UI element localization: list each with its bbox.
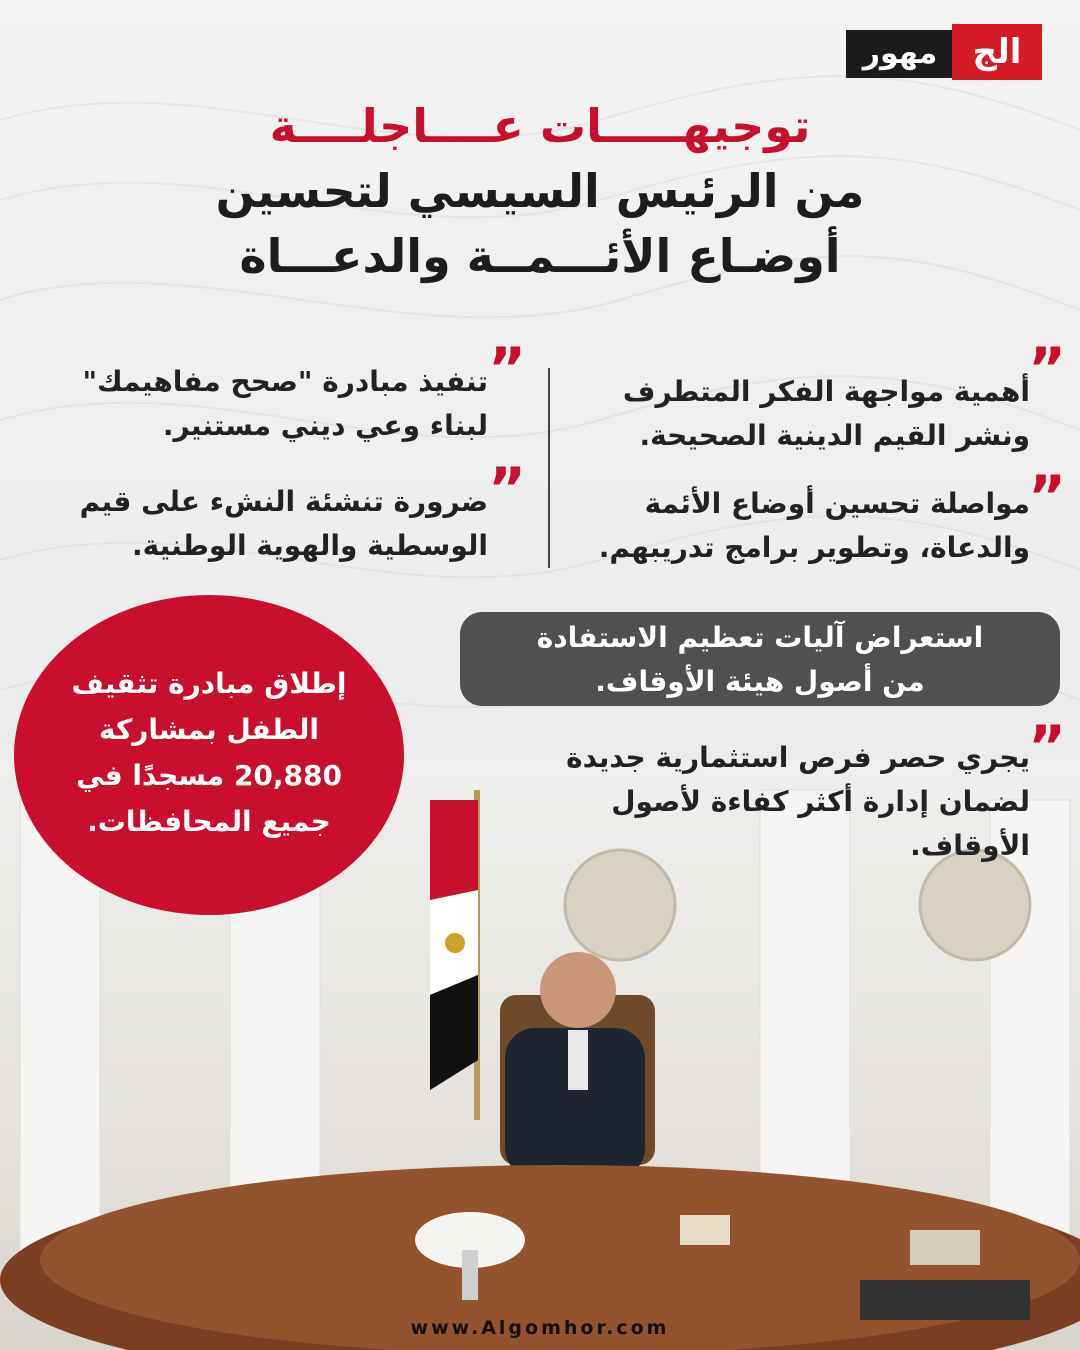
awqaf-assets-box	[460, 612, 1060, 706]
logo-black-part: مهور	[846, 30, 954, 78]
point-line: ضرورة تنشئة النشء على قيم	[79, 485, 488, 518]
headline-line-3: أوضـاع الأئـــمــة والدعـــاة	[239, 229, 841, 283]
point-counter-extremism	[560, 370, 1030, 458]
quote-mark-icon: ”	[488, 455, 527, 523]
headline-line-1: توجيهـــــات عــــاجلــــة	[269, 99, 811, 153]
point-line: تنفيذ مبادرة "صحح مفاهيمك"	[82, 365, 488, 398]
point-improve-imams	[560, 482, 1030, 570]
point-line: والدعاة، وتطوير برامج تدريبهم.	[598, 531, 1030, 564]
headline-line-2: من الرئيس السيسي لتحسين	[215, 164, 865, 218]
point-line: يجري حصر فرص استثمارية جديدة	[566, 741, 1030, 774]
logo-red-part: الج	[952, 24, 1042, 80]
circle-line: جميع المحافظات.	[87, 805, 331, 838]
box-line: استعراض آليات تعظيم الاستفادة	[536, 621, 984, 654]
point-line: الوسطية والهوية الوطنية.	[132, 529, 488, 562]
circle-line: إطلاق مبادرة تثقيف	[71, 667, 347, 700]
point-line: مواصلة تحسين أوضاع الأئمة	[644, 487, 1030, 520]
algomhor-logo	[847, 24, 1042, 80]
quote-mark-icon: ”	[1028, 335, 1067, 403]
point-line: لبناء وعي ديني مستنير.	[162, 409, 488, 442]
quote-mark-icon: ”	[488, 335, 527, 403]
point-line: لضمان إدارة أكثر كفاءة لأصول	[611, 785, 1030, 818]
child-initiative-circle	[14, 595, 404, 915]
column-divider	[548, 368, 550, 568]
point-line: ونشر القيم الدينية الصحيحة.	[639, 419, 1030, 452]
box-line: من أصول هيئة الأوقاف.	[595, 665, 925, 698]
point-youth-values	[28, 480, 488, 568]
website-footer: www.Algomhor.com	[410, 1317, 670, 1339]
circle-line: الطفل بمشاركة	[99, 713, 319, 746]
quote-mark-icon: ”	[1028, 463, 1067, 531]
point-investment-opportunities	[530, 736, 1030, 868]
quote-mark-icon: ”	[1028, 713, 1067, 781]
point-line: الأوقاف.	[910, 829, 1030, 862]
point-line: أهمية مواجهة الفكر المتطرف	[622, 375, 1030, 408]
circle-line: 20,880 مسجدًا في	[76, 759, 342, 792]
point-correct-concepts	[28, 360, 488, 448]
